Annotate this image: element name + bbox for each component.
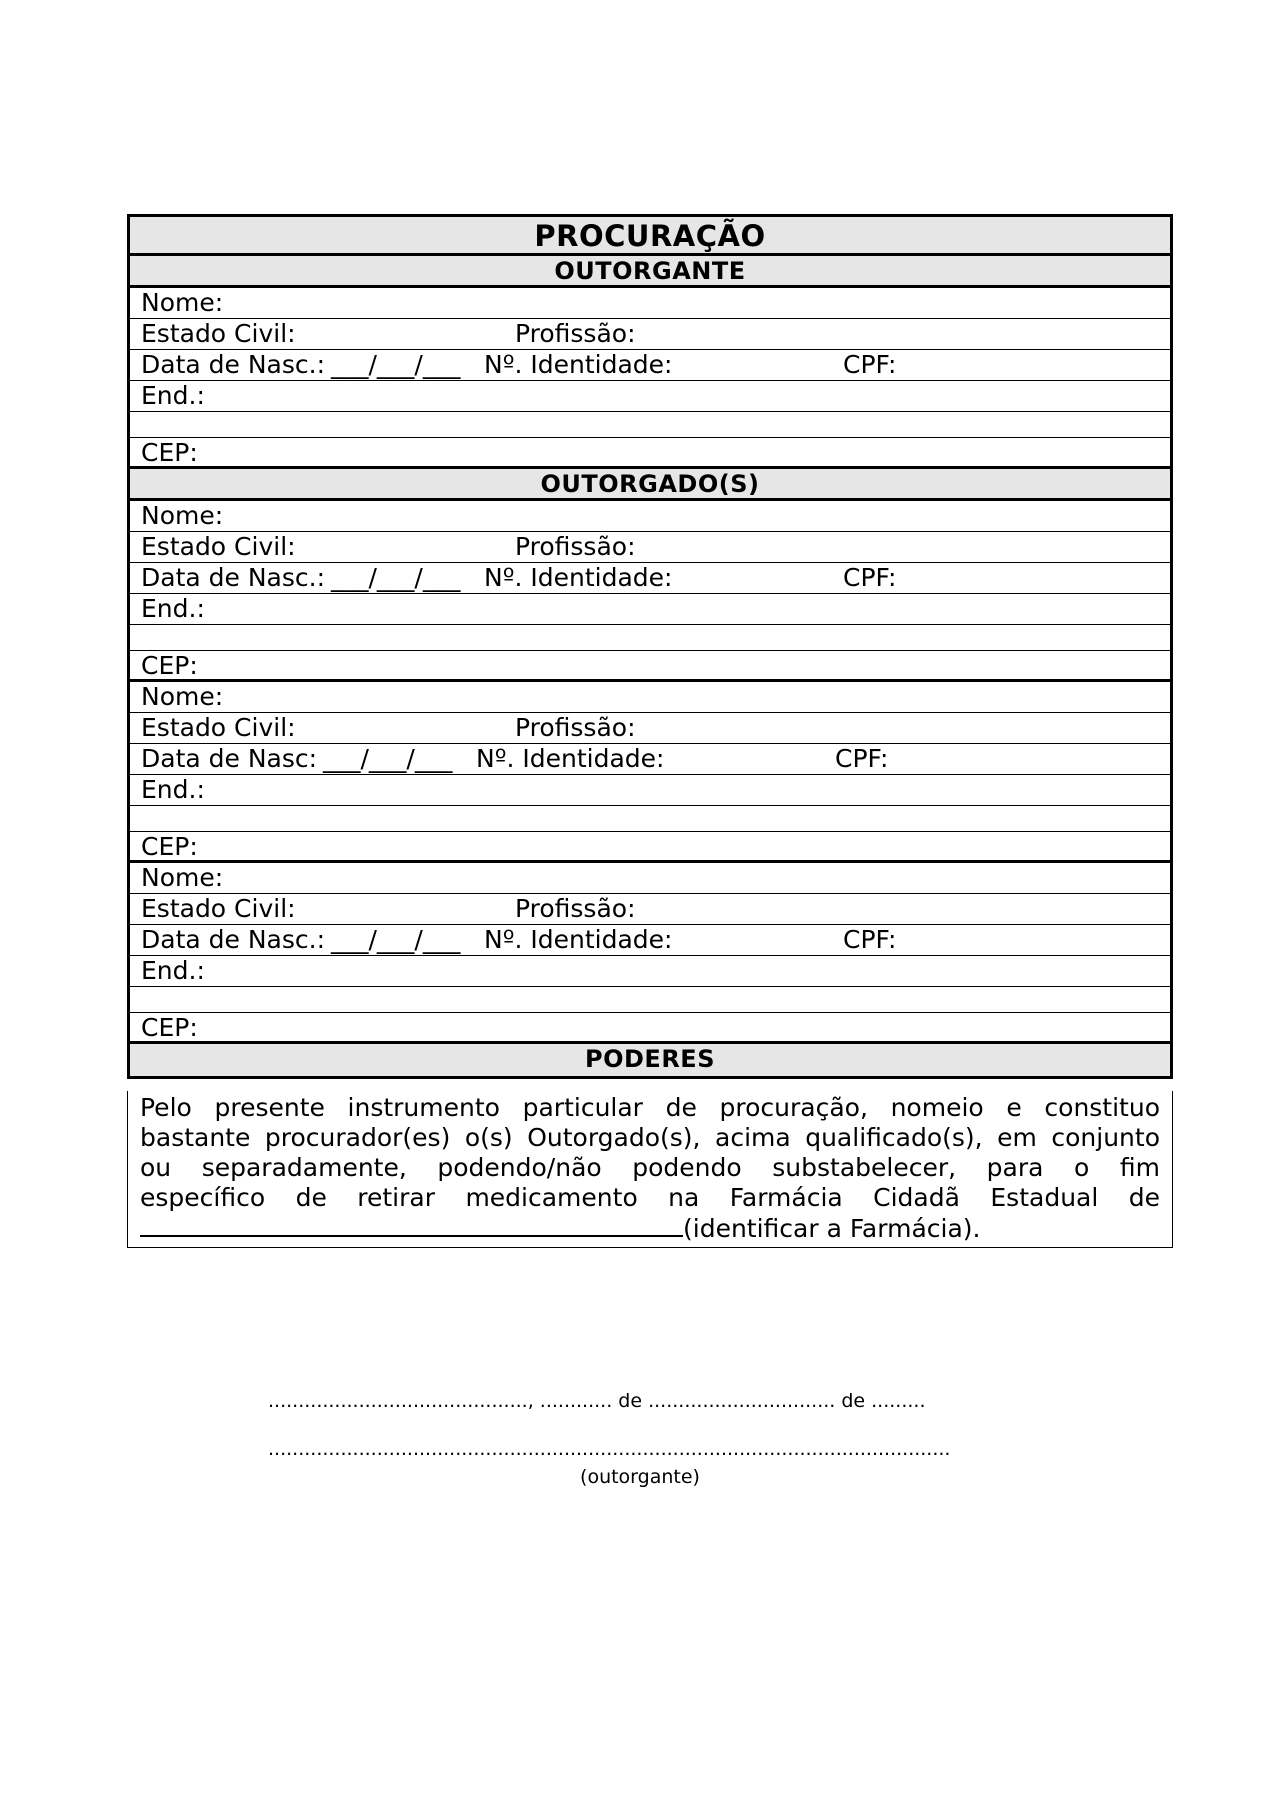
identidade-label: Nº. Identidade:: [476, 744, 665, 773]
profissao-label: Profissão:: [515, 713, 636, 742]
cep-label: CEP:: [141, 832, 198, 861]
document-title: PROCURAÇÃO: [130, 217, 1170, 256]
date-blank: ___/___/___: [331, 925, 461, 954]
cpf-label: CPF:: [835, 744, 889, 773]
poderes-line: específico de retirar medicamento na Farmácia Cidadã Estadual de: [140, 1183, 1160, 1212]
profissao-label: Profissão:: [515, 532, 636, 561]
outorgado-3-end-continuation[interactable]: [130, 987, 1170, 1013]
outorgado-2-end-row[interactable]: [130, 775, 1170, 806]
nome-label: Nome:: [141, 501, 224, 530]
date-blank: ___/___/___: [331, 563, 461, 592]
outorgante-nome-row[interactable]: [130, 288, 1170, 319]
nome-label: Nome:: [141, 682, 224, 711]
outorgante-civil-row[interactable]: [130, 319, 1170, 350]
identidade-label: Nº. Identidade:: [484, 350, 673, 379]
procuracao-form: [127, 214, 1173, 1079]
cpf-label: CPF:: [843, 925, 897, 954]
outorgado-1-nasc-row[interactable]: [130, 563, 1170, 594]
outorgado-1-nome-row[interactable]: [130, 501, 1170, 532]
outorgante-cep-row[interactable]: [130, 438, 1170, 469]
profissao-label: Profissão:: [515, 319, 636, 348]
farmacia-hint: (identificar a Farmácia).: [683, 1214, 981, 1243]
nome-label: Nome:: [141, 288, 224, 317]
outorgados-header: OUTORGADO(S): [130, 469, 1170, 501]
outorgado-3-nasc-row[interactable]: [130, 925, 1170, 956]
outorgante-nasc-row[interactable]: [130, 350, 1170, 381]
poderes-header: PODERES: [130, 1044, 1170, 1076]
cpf-label: CPF:: [843, 563, 897, 592]
cep-label: CEP:: [141, 1013, 198, 1042]
outorgado-3-cep-row[interactable]: [130, 1013, 1170, 1044]
poderes-text: [127, 1091, 1173, 1248]
signature-line[interactable]: .................................................................................................................: [268, 1438, 951, 1460]
identidade-label: Nº. Identidade:: [484, 563, 673, 592]
poderes-line: Pelo presente instrumento particular de procuração, nomeio e constituo: [140, 1093, 1160, 1122]
outorgado-1-end-row[interactable]: [130, 594, 1170, 625]
outorgado-2-nome-row[interactable]: [130, 682, 1170, 713]
signature-label: (outorgante): [580, 1466, 700, 1488]
data-nasc-label: Data de Nasc.:: [141, 925, 325, 954]
place-date-line[interactable]: ..........................................., ............ de ............................... de .........: [268, 1390, 926, 1412]
identidade-label: Nº. Identidade:: [484, 925, 673, 954]
end-label: End.:: [141, 775, 205, 804]
outorgante-end-row[interactable]: [130, 381, 1170, 412]
farmacia-blank[interactable]: [140, 1213, 683, 1237]
poderes-line: bastante procurador(es) o(s) Outorgado(s), acima qualificado(s), em conjunto: [140, 1123, 1160, 1152]
poderes-last-line: [140, 1213, 1160, 1243]
data-nasc-label: Data de Nasc.:: [141, 350, 325, 379]
data-nasc-label: Data de Nasc:: [141, 744, 318, 773]
outorgado-2-civil-row[interactable]: [130, 713, 1170, 744]
date-blank: ___/___/___: [323, 744, 453, 773]
estado-civil-label: Estado Civil:: [141, 319, 296, 348]
end-label: End.:: [141, 594, 205, 623]
date-blank: ___/___/___: [331, 350, 461, 379]
cpf-label: CPF:: [843, 350, 897, 379]
outorgado-2-nasc-row[interactable]: [130, 744, 1170, 775]
estado-civil-label: Estado Civil:: [141, 532, 296, 561]
outorgado-2-end-continuation[interactable]: [130, 806, 1170, 832]
outorgado-3-civil-row[interactable]: [130, 894, 1170, 925]
data-nasc-label: Data de Nasc.:: [141, 563, 325, 592]
outorgado-1-end-continuation[interactable]: [130, 625, 1170, 651]
estado-civil-label: Estado Civil:: [141, 713, 296, 742]
outorgado-1-cep-row[interactable]: [130, 651, 1170, 682]
estado-civil-label: Estado Civil:: [141, 894, 296, 923]
outorgado-1-civil-row[interactable]: [130, 532, 1170, 563]
end-label: End.:: [141, 956, 205, 985]
poderes-line: ou separadamente, podendo/não podendo substabelecer, para o fim: [140, 1153, 1160, 1182]
cep-label: CEP:: [141, 651, 198, 680]
outorgante-header: OUTORGANTE: [130, 256, 1170, 288]
cep-label: CEP:: [141, 438, 198, 467]
end-label: End.:: [141, 381, 205, 410]
nome-label: Nome:: [141, 863, 224, 892]
outorgado-3-end-row[interactable]: [130, 956, 1170, 987]
outorgado-2-cep-row[interactable]: [130, 832, 1170, 863]
outorgante-end-continuation[interactable]: [130, 412, 1170, 438]
profissao-label: Profissão:: [515, 894, 636, 923]
outorgado-3-nome-row[interactable]: [130, 863, 1170, 894]
